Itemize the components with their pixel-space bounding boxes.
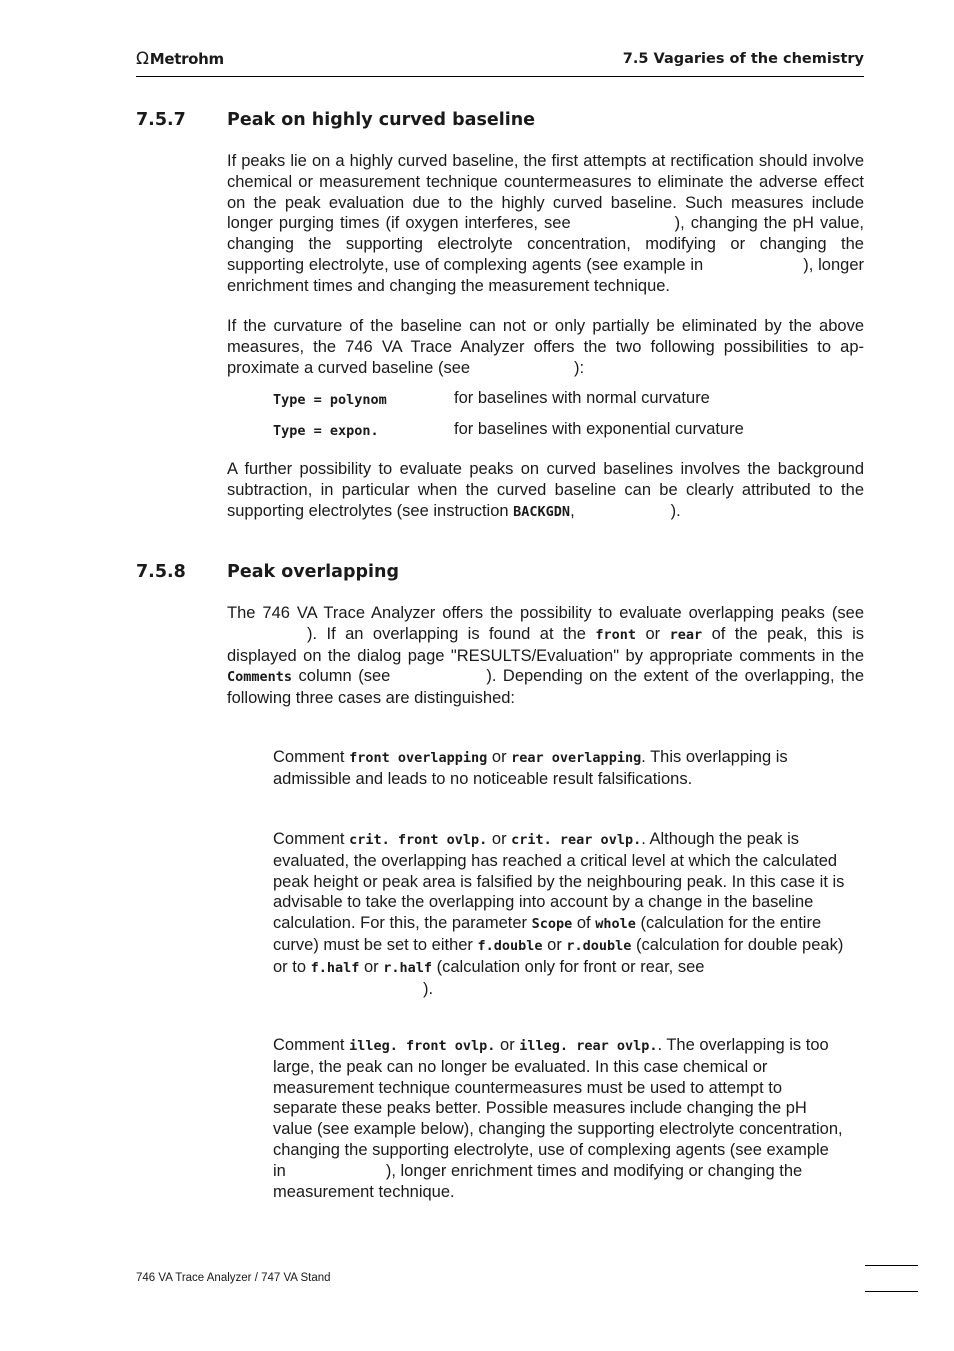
text: ,: [570, 501, 575, 520]
crit-front-ovlp-code: crit. front ovlp.: [349, 832, 488, 848]
text: Comment: [273, 830, 345, 848]
type-expon-desc: for baselines with exponential curvature: [454, 420, 744, 438]
paragraph-757-3: [227, 459, 864, 522]
overlap-case-1: [273, 747, 845, 790]
section-number: 7.5.7: [136, 110, 186, 130]
footer-product-name: 746 VA Trace Analyzer / 747 VA Stand: [136, 1272, 331, 1284]
r-double-code: r.double: [566, 937, 632, 954]
backgdn-code: BACKGDN: [513, 503, 571, 520]
paragraph-757-2: [227, 316, 864, 378]
overlap-case-2: [273, 829, 845, 999]
text: or: [491, 748, 507, 766]
front-code: front: [595, 626, 637, 643]
text: of the peak, this is displayed on the dialog page "RESULTS/Evaluation" by appropriate comments in the: [227, 624, 864, 665]
text: ).: [423, 979, 434, 998]
crit-rear-ovlp-code: crit. rear ovlp.: [511, 832, 642, 848]
whole-code: whole: [595, 916, 636, 933]
logo-text: Metrohm: [149, 50, 224, 68]
text: or: [491, 830, 507, 848]
text: (calculation for double peak) or to: [273, 935, 844, 976]
footer-rule-top: [865, 1265, 918, 1266]
text: . Although the peak is evaluated, the overlapping has reached a critical level at which the calculated peak height or peak area is falsified by the neighbouring peak. In this case it is advisable to take the overlapping into account by a change in the baseline calculation. For this, the parameter: [273, 830, 845, 933]
f-double-code: f.double: [477, 937, 543, 954]
illeg-rear-ovlp-code: illeg. rear ovlp.: [519, 1038, 658, 1054]
text: The 746 VA Trace Analyzer offers the possibility to evaluate overlapping peaks (see: [227, 604, 864, 622]
text: . This overlapping is admissible and leads to no noticeable result falsifications.: [273, 748, 788, 788]
section-title: Peak overlapping: [227, 562, 400, 582]
illeg-front-ovlp-code: illeg. front ovlp.: [349, 1038, 496, 1054]
comments-code: Comments: [227, 669, 293, 686]
type-expon-code: Type = expon.: [273, 423, 379, 439]
text: A further possibility to evaluate peaks on curved baselines involves the background subtraction, in particular when the curved baseline can be clearly attributed to the supporting electrolytes (see instruction: [227, 460, 864, 520]
text: ):: [574, 358, 585, 377]
f-half-code: f.half: [310, 959, 360, 976]
text: Comment: [273, 748, 345, 766]
text: (calculation only for front or rear, see: [436, 957, 705, 976]
text: ), longer enrichment times and changing the measurement technique.: [227, 255, 865, 295]
text: column (see: [298, 667, 391, 686]
text: or: [547, 935, 562, 954]
text: . The overlapping is too large, the peak can no longer be evaluated. In this case chemical or measurement technique countermeasures must be used to attempt to separate these peaks better. Possible measures include changing the pH value (see example below), changing the supporting electrolyte concentration, changing the supporting electrolyte, use of complexing agents (see example in: [273, 1036, 843, 1180]
section-title: Peak on highly curved baseline: [227, 110, 536, 130]
metrohm-omega-icon: Ω: [136, 48, 149, 69]
text: of: [576, 914, 591, 933]
paragraph-757-1: [227, 151, 864, 297]
paragraph-758-1: [227, 603, 864, 709]
r-half-code: r.half: [383, 959, 433, 976]
text: If peaks lie on a highly curved baseline, the first attempts at rectification should involve chemical or measurement technique countermeasures to eliminate the adverse effect on the peak evaluation due to the highly curved baseline. Such measures include longer purging times (if oxygen interferes, see: [227, 152, 864, 233]
section-number: 7.5.8: [136, 562, 186, 582]
header-rule: [136, 76, 864, 77]
scope-code: Scope: [531, 916, 573, 933]
type-polynom-code: Type = polynom: [273, 392, 387, 408]
metrohm-logo: [136, 50, 224, 68]
text: (calculation for the entire curve) must be set to either: [273, 914, 822, 954]
type-polynom-desc: for baselines with normal curvature: [454, 389, 710, 407]
rear-code: rear: [669, 626, 703, 643]
footer-rule-bottom: [865, 1291, 918, 1292]
running-header-title: 7.5 Vagaries of the chemistry: [622, 51, 864, 67]
text: ), changing the pH value, changing the supporting electrolyte concentration, modifying or changing the supporting electrolyte, use of complexing agents (see example in: [227, 214, 864, 274]
rear-overlapping-code: rear overlapping: [511, 750, 642, 766]
front-overlapping-code: front overlapping: [349, 750, 488, 766]
text: Comment: [273, 1036, 345, 1054]
text: ). If an overlapping is found at the: [307, 624, 586, 643]
text: ). Depending on the extent of the overlapping, the following three cases are distinguished:: [227, 667, 864, 708]
text: or: [500, 1036, 515, 1054]
text: ), longer enrichment times and modifying or changing the measurement technique.: [273, 1161, 803, 1201]
overlap-case-3: [273, 1035, 845, 1202]
text: or: [364, 957, 379, 976]
text: If the curvature of the baseline can not or only partially be eliminated by the above measures, the 746 VA Trace Analyzer offers the two following possibilities to approximate a curved baseline (see: [227, 317, 864, 377]
text: or: [645, 624, 661, 643]
text: ).: [670, 501, 681, 520]
